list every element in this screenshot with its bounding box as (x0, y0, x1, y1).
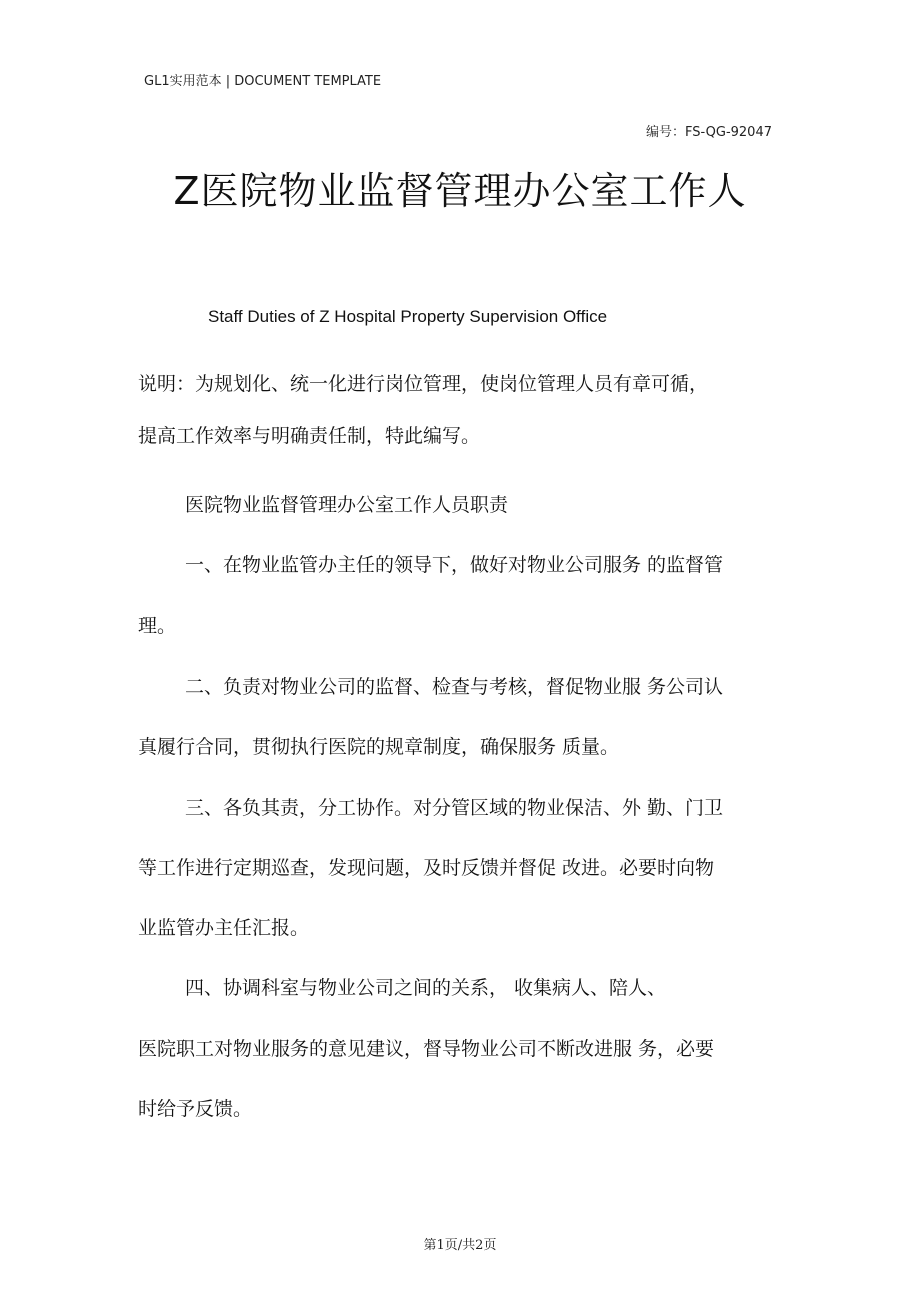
item-1-line-1: 一、在物业监管办主任的领导下，做好对物业公司服务 的监督管 (185, 554, 724, 576)
item-4-line-2: 医院职工对物业服务的意见建议，督导物业公司不断改进服 务，必要 (138, 1038, 715, 1060)
item-3-line-3: 业监管办主任汇报。 (138, 917, 310, 939)
item-2-line-2: 真履行合同，贯彻执行医院的规章制度，确保服务 质量。 (138, 736, 620, 758)
page-subtitle: Staff Duties of Z Hospital Property Supervision Office (208, 307, 608, 326)
intro-line-1: 说明：为规划化、统一化进行岗位管理，使岗位管理人员有章可循， (138, 373, 709, 395)
section-heading: 医院物业监督管理办公室工作人员职责 (185, 494, 509, 516)
item-2-line-1: 二、负责对物业公司的监督、检查与考核，督促物业服 务公司认 (185, 676, 724, 698)
item-4-line-3: 时给予反馈。 (138, 1098, 253, 1120)
item-3-line-1: 三、各负其责，分工协作。对分管区域的物业保洁、外 勤、门卫 (185, 797, 724, 819)
header-template-label: GL1实用范本 | DOCUMENT TEMPLATE (144, 74, 382, 89)
page-footer: 第1页/共2页 (423, 1238, 497, 1253)
item-3-line-2: 等工作进行定期巡查，发现问题，及时反馈并督促 改进。必要时向物 (138, 857, 715, 879)
intro-line-2: 提高工作效率与明确责任制，特此编写。 (138, 425, 481, 447)
document-number: 编号：FS-QG-92047 (645, 125, 772, 140)
item-1-line-2: 理。 (138, 615, 177, 637)
item-4-line-1: 四、协调科室与物业公司之间的关系， 收集病人、陪人、 (185, 977, 667, 999)
page-title: Z医院物业监督管理办公室工作人 (173, 169, 747, 213)
